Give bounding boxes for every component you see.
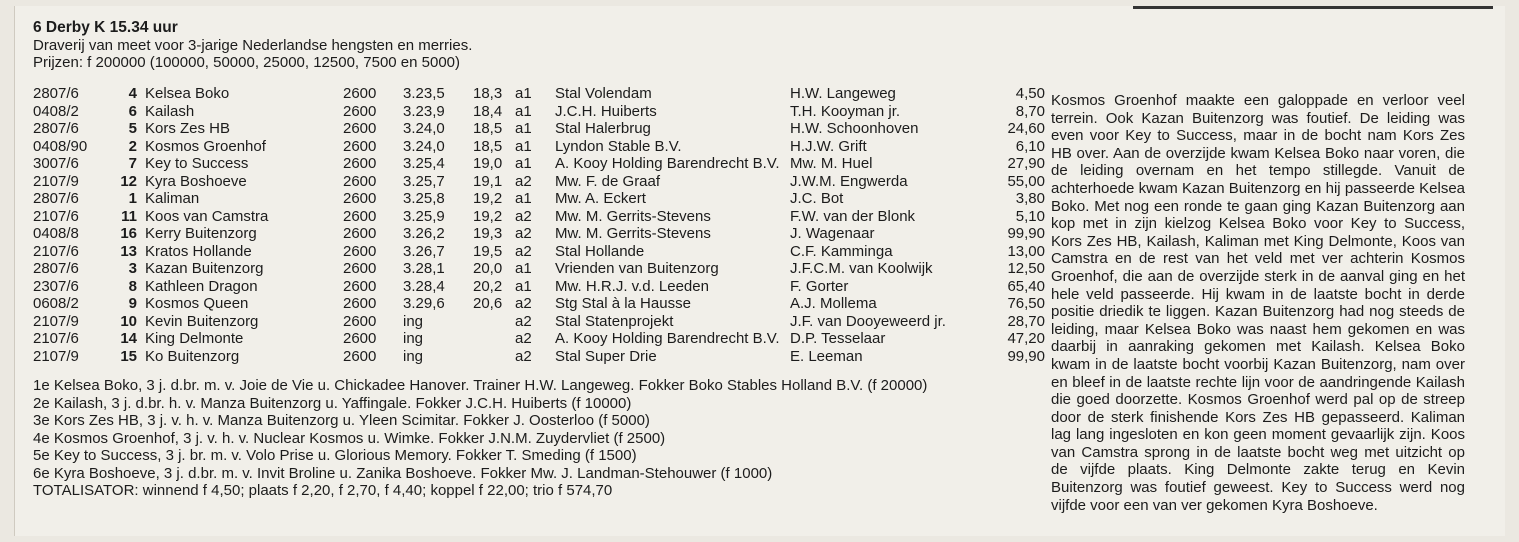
table-row [33, 260, 1043, 278]
result-line: 2e Kailash, 3 j. d.br. h. v. Manza Buitenzorg u. Yaffingale. Fokker J.C.H. Huiberts (f 10000) [33, 394, 632, 412]
result-line: 5e Key to Success, 3 j. br. m. v. Volo Prise u. Glorious Memory. Fokker T. Smeding (f 1500) [33, 447, 637, 464]
race-title: 6 Derby K 15.34 uur [33, 19, 178, 36]
cell-driver: J.F. van Dooyeweerd jr. [790, 312, 946, 330]
cell-time: 3.26,2 [403, 225, 445, 242]
cell-km: 18,5 [473, 120, 503, 137]
cell-odds: 27,90 [1007, 155, 1045, 172]
cell-driver: T.H. Kooyman jr. [790, 102, 901, 120]
cell-code: 0408/8 [33, 225, 79, 242]
cell-distance: 2600 [343, 120, 377, 137]
table-row [33, 103, 1043, 121]
cell-num: 15 [120, 347, 137, 365]
cell-driver: E. Leeman [790, 347, 863, 365]
cell-owner: Stal Halerbrug [555, 120, 651, 137]
cell-odds: 28,70 [1007, 312, 1045, 330]
cell-driver: C.F. Kamminga [790, 242, 893, 260]
cell-horse: Kyra Boshoeve [145, 172, 247, 190]
cell-distance: 2600 [343, 155, 377, 172]
cell-km: 18,4 [473, 102, 503, 120]
cell-horse: Kailash [145, 102, 195, 120]
cell-owner: Mw. H.R.J. v.d. Leeden [555, 277, 709, 295]
cell-start: a1 [515, 120, 532, 137]
cell-time: 3.25,9 [403, 207, 445, 225]
cell-start: a2 [515, 172, 532, 190]
cell-odds: 99,90 [1007, 225, 1045, 242]
cell-time: 3.28,4 [403, 277, 445, 295]
cell-code: 2107/6 [33, 330, 79, 347]
cell-code: 2107/9 [33, 312, 79, 330]
cell-time: 3.25,4 [403, 155, 445, 172]
race-subtitle: Draverij van meet voor 3-jarige Nederlandse hengsten en merries. [33, 37, 473, 54]
cell-start: a2 [515, 207, 532, 225]
cell-code: 2107/9 [33, 172, 79, 190]
table-row [33, 295, 1043, 313]
result-line: 4e Kosmos Groenhof, 3 j. v. h. v. Nuclear Kosmos u. Wimke. Fokker J.N.M. Zuydervliet (f 2500) [33, 429, 666, 447]
cell-start: a1 [515, 260, 532, 277]
cell-code: 2807/6 [33, 120, 79, 137]
cell-distance: 2600 [343, 277, 377, 295]
cell-time: 3.25,8 [403, 190, 445, 207]
cell-num: 1 [128, 190, 137, 207]
cell-km: 19,2 [473, 207, 503, 225]
cell-owner: Stal Volendam [555, 85, 652, 102]
cell-odds: 8,70 [1015, 102, 1045, 120]
table-row [33, 120, 1043, 138]
cell-distance: 2600 [343, 347, 377, 365]
cell-odds: 24,60 [1007, 120, 1045, 137]
cell-horse: Key to Success [145, 155, 249, 172]
cell-start: a2 [515, 330, 532, 347]
cell-horse: Kratos Hollande [145, 242, 252, 260]
cell-distance: 2600 [343, 242, 377, 260]
cell-num: 3 [128, 260, 137, 277]
cell-time: ing [403, 347, 424, 365]
cell-code: 2107/6 [33, 242, 79, 260]
cell-distance: 2600 [343, 260, 377, 277]
cell-owner: Mw. F. de Graaf [555, 172, 661, 190]
cell-km: 19,5 [473, 242, 503, 260]
cell-horse: Kaliman [145, 190, 200, 207]
cell-owner: Lyndon Stable B.V. [555, 137, 682, 155]
result-line: 3e Kors Zes HB, 3 j. v. h. v. Manza Buitenzorg u. Yleen Scimitar. Fokker J. Oosterloo (f 5000) [33, 412, 650, 429]
cell-num: 8 [128, 277, 137, 295]
result-line: 6e Kyra Boshoeve, 3 j. d.br. m. v. Invit Broline u. Zanika Boshoeve. Fokker Mw. J. Landman-Stehouwer (f 1000) [33, 464, 773, 482]
cell-km: 18,5 [473, 137, 503, 155]
cell-time: ing [403, 312, 424, 330]
cell-km: 19,0 [473, 155, 503, 172]
cell-odds: 55,00 [1007, 172, 1045, 190]
cell-odds: 4,50 [1015, 85, 1045, 102]
cell-driver: A.J. Mollema [790, 295, 877, 312]
cell-horse: Kors Zes HB [145, 120, 231, 137]
cell-num: 16 [120, 225, 137, 242]
cell-odds: 5,10 [1015, 207, 1045, 225]
cell-start: a2 [515, 225, 532, 242]
cell-num: 7 [128, 155, 137, 172]
cell-driver: F. Gorter [790, 277, 849, 295]
race-report-text: Kosmos Groenhof maakte een galoppade en verloor veel terrein. Ook Kazan Buitenzorg was foutief. De leiding was even voor Key to Success, maar in de bocht nam Kors Zes HB over. Aan de overzijde kwam Kelsea Boko naar voren, die de leiding overnam en het tempo stillegde. Vanuit de achterhoede kwam Kazan Buitenzorg en hij passeerde Kelsea Boko. Met nog een ronde te gaan ging Kazan Buitenzorg aan kop met in zijn kielzog Kelsea Boko voor Key to Success, Kors Zes HB, Kailash, Kaliman met King Delmonte, Koos van Camstra en de rest van het veld met ver achterin Kosmos Groenhof, die aan de overzijde sterk in de aanval ging en het hele veld passeerde. Hij kwam in de laatste bocht in derde positie driedik te liggen. Kazan Buitenzorg had nog steeds de leiding, maar Kelsea Boko was naast hem gekomen en was daarbij in aanraking gekomen met Kailash. Kelsea Boko kwam in de laatste bocht voorbij Kazan Buitenzorg, nam over en bleef in de laatste rechte lijn voor de aandringende Kailash die goed doorzette. Kosmos Groenhof werd pal op de streep door de sterk finishende Kors Zes HB gepasseerd. Kaliman lag lang ingesloten en kon geen moment gevaarlijk zijn. Koos van Camstra sprong in de laatste bocht weg met uitzicht op de vijfde plaats. King Delmonte zakte terug en Kevin Buitenzorg was foutief geweest. Key to Success werd nog vijfde voor een van ver gekomen Kyra Boshoeve. [1051, 92, 1465, 514]
cell-distance: 2600 [343, 102, 377, 120]
cell-owner: A. Kooy Holding Barendrecht B.V. [555, 330, 780, 347]
cell-start: a2 [515, 242, 532, 260]
table-row [33, 348, 1043, 366]
cell-driver: J. Wagenaar [790, 225, 875, 242]
cell-km: 20,6 [473, 295, 503, 312]
totalisator-line: TOTALISATOR: winnend f 4,50; plaats f 2,20, f 2,70, f 4,40; koppel f 22,00; trio f 574,70 [33, 482, 613, 499]
entries-table [33, 85, 1043, 365]
cell-owner: Mw. M. Gerrits-Stevens [555, 225, 711, 242]
table-row [33, 243, 1043, 261]
race-prizes: Prijzen: f 200000 (100000, 50000, 25000, 12500, 7500 en 5000) [33, 54, 461, 71]
race-block [33, 18, 1043, 500]
cell-km: 19,3 [473, 225, 503, 242]
table-row [33, 278, 1043, 296]
cell-horse: Kathleen Dragon [145, 277, 258, 295]
cell-time: 3.23,9 [403, 102, 445, 120]
cell-odds: 47,20 [1007, 330, 1045, 347]
cell-odds: 13,00 [1007, 242, 1045, 260]
cell-horse: Koos van Camstra [145, 207, 269, 225]
cell-code: 2107/6 [33, 207, 79, 225]
cell-time: 3.26,7 [403, 242, 445, 260]
cell-num: 10 [120, 312, 137, 330]
cell-start: a2 [515, 347, 532, 365]
cell-owner: Stal Super Drie [555, 347, 657, 365]
cell-code: 3007/6 [33, 155, 79, 172]
cell-time: 3.23,5 [403, 85, 445, 102]
cell-start: a2 [515, 312, 532, 330]
cell-horse: Ko Buitenzorg [145, 347, 240, 365]
cell-horse: Kevin Buitenzorg [145, 312, 259, 330]
cell-num: 2 [128, 137, 137, 155]
cell-time: 3.24,0 [403, 120, 445, 137]
cell-num: 11 [121, 207, 137, 225]
cell-num: 4 [128, 85, 137, 102]
cell-distance: 2600 [343, 295, 377, 312]
cell-start: a1 [515, 85, 532, 102]
cell-km: 20,0 [473, 260, 503, 277]
cell-num: 13 [120, 242, 137, 260]
cell-owner: Vrienden van Buitenzorg [555, 260, 719, 277]
cell-start: a1 [515, 190, 532, 207]
cell-horse: Kerry Buitenzorg [145, 225, 257, 242]
cell-owner: Stg Stal à la Hausse [555, 295, 691, 312]
cell-odds: 6,10 [1015, 137, 1045, 155]
table-row [33, 330, 1043, 348]
cell-driver: J.W.M. Engwerda [790, 172, 908, 190]
cell-horse: Kosmos Queen [145, 295, 249, 312]
results-block [33, 377, 1043, 500]
race-report [1051, 92, 1465, 514]
cell-driver: H.W. Schoonhoven [790, 120, 919, 137]
table-row [33, 190, 1043, 208]
top-rule [1133, 6, 1493, 9]
cell-distance: 2600 [343, 172, 377, 190]
cell-num: 14 [120, 330, 137, 347]
result-line: 1e Kelsea Boko, 3 j. d.br. m. v. Joie de Vie u. Chickadee Hanover. Trainer H.W. Langeweg. Fokker Boko Stables Holland B.V. (f 20000) [33, 377, 928, 394]
cell-code: 2307/6 [33, 277, 79, 295]
cell-distance: 2600 [343, 190, 377, 207]
cell-owner: J.C.H. Huiberts [555, 102, 657, 120]
cell-driver: D.P. Tesselaar [790, 330, 886, 347]
table-row [33, 208, 1043, 226]
cell-driver: H.W. Langeweg [790, 85, 896, 102]
table-row [33, 225, 1043, 243]
cell-km: 20,2 [473, 277, 503, 295]
cell-start: a1 [515, 102, 532, 120]
cell-odds: 3,80 [1015, 190, 1045, 207]
cell-driver: Mw. M. Huel [790, 155, 873, 172]
cell-driver: J.C. Bot [790, 190, 844, 207]
cell-odds: 76,50 [1007, 295, 1045, 312]
cell-driver: J.F.C.M. van Koolwijk [790, 260, 933, 277]
cell-horse: Kosmos Groenhof [145, 137, 266, 155]
cell-distance: 2600 [343, 225, 377, 242]
cell-code: 2807/6 [33, 190, 79, 207]
newspaper-page [14, 6, 1505, 536]
cell-owner: Mw. A. Eckert [555, 190, 646, 207]
cell-code: 2807/6 [33, 260, 79, 277]
cell-code: 2107/9 [33, 347, 79, 365]
cell-km: 19,1 [473, 172, 503, 190]
cell-odds: 99,90 [1007, 347, 1045, 365]
cell-time: 3.24,0 [403, 137, 445, 155]
cell-time: 3.28,1 [403, 260, 445, 277]
cell-owner: Stal Hollande [555, 242, 645, 260]
cell-time: ing [403, 330, 424, 347]
cell-driver: H.J.W. Grift [790, 137, 867, 155]
cell-owner: Stal Statenprojekt [555, 312, 674, 330]
cell-num: 12 [120, 172, 137, 190]
cell-distance: 2600 [343, 312, 377, 330]
table-row [33, 313, 1043, 331]
cell-horse: Kelsea Boko [145, 85, 230, 102]
cell-distance: 2600 [343, 137, 377, 155]
cell-time: 3.29,6 [403, 295, 445, 312]
table-row [33, 85, 1043, 103]
cell-odds: 12,50 [1007, 260, 1045, 277]
cell-distance: 2600 [343, 330, 377, 347]
cell-odds: 65,40 [1007, 277, 1045, 295]
cell-owner: A. Kooy Holding Barendrecht B.V. [555, 155, 780, 172]
table-row [33, 155, 1043, 173]
table-row [33, 138, 1043, 156]
cell-code: 0408/90 [33, 137, 88, 155]
cell-driver: F.W. van der Blonk [790, 207, 916, 225]
cell-horse: King Delmonte [145, 330, 244, 347]
cell-num: 6 [128, 102, 137, 120]
cell-distance: 2600 [343, 85, 377, 102]
cell-code: 0608/2 [33, 295, 79, 312]
cell-start: a1 [515, 137, 532, 155]
cell-start: a1 [515, 277, 532, 295]
cell-code: 2807/6 [33, 85, 79, 102]
cell-km: 18,3 [473, 85, 503, 102]
cell-km: 19,2 [473, 190, 503, 207]
cell-owner: Mw. M. Gerrits-Stevens [555, 207, 711, 225]
cell-horse: Kazan Buitenzorg [145, 260, 264, 277]
table-row [33, 173, 1043, 191]
cell-num: 9 [128, 295, 137, 312]
cell-time: 3.25,7 [403, 172, 445, 190]
cell-start: a1 [515, 155, 532, 172]
cell-distance: 2600 [343, 207, 377, 225]
cell-num: 5 [128, 120, 137, 137]
cell-start: a2 [515, 295, 532, 312]
cell-code: 0408/2 [33, 102, 79, 120]
